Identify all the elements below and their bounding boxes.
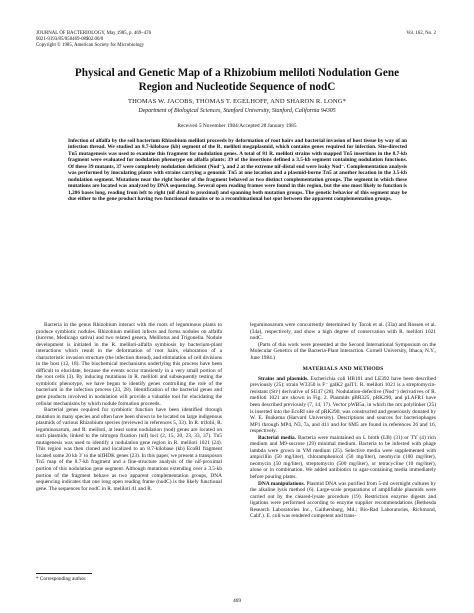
- runin-heading: Strains and plasmids.: [258, 375, 309, 382]
- intro-paragraph-1: Bacteria in the genus Rhizobium interact with the roots of leguminous plants to produce symbiotic nodules. Rhizobium meliloti infects and forms nodules on alfalfa (lucerne, Medicago sativa) and two related genera, Melilotus and Trigonella. Nodule development is initiated in the R. meliloti-alfalfa symbiosis by bacterium-plant interactions which result in the deformation of root hairs, elaboration of a characteristic invasion structure (the infection thread), and stimulation of cell divisions in the host (12, 18). The biochemical mechanisms underlying this process have been difficult to elucidate, because the events occur transiently in a very small portion of the root cells (3). By inducing mutations in R. meliloti and subsequently testing the symbiotic phenotype, we have begun to identify genes controlling the role of the bacterium in the infection process (23, 28). Identification of the bacterial genes and gene products involved in nodulation will provide a valuable tool for elucidating the cellular mechanisms by which nodule formation proceeds.: [36, 322, 222, 407]
- page-number: 469: [232, 598, 242, 604]
- journal-header-left: [36, 31, 151, 49]
- right-column: [250, 322, 436, 520]
- left-column: [36, 322, 222, 492]
- methods-paragraph-strains: [250, 376, 436, 435]
- author-affiliation: Department of Biological Sciences, Stanford University, Stanford, California 94305: [138, 108, 336, 114]
- article-title: [20, 67, 454, 94]
- methods-paragraph-dna: [250, 481, 436, 520]
- journal-citation: JOURNAL OF BACTERIOLOGY, May 1985, p. 469–476: [36, 31, 152, 36]
- received-accepted-dates: Received 5 November 1984/Accepted 28 January 1985: [177, 123, 297, 129]
- copyright-line: Copyright © 1985, American Society for Microbiology: [36, 43, 145, 49]
- journal-code: 0021-9193/85/050469-08$02.00/0: [36, 37, 104, 43]
- author-list: THOMAS W. JACOBS, THOMAS T. EGELHOFF, AND SHARON R. LONG*: [127, 98, 347, 105]
- volume-issue: Vol. 162, No. 2: [406, 31, 436, 36]
- methods-text: Escherichia coli HB101 and LE392 have been described previously (25); strain W3350 is F⁻ galK2 galT1. R. meliloti 1021 is a streptomycin-resistant (Strʳ) derivative of SU47 (28). Nodulation-defective (Nod⁻) derivatives of R. meliloti 1021 are shown in Fig. 2. Plasmids pBR325, pRK290, and pLAFR1 have been described previously (7, 14, 17). Vector pWB5a, in which the nrx.polylinker (25) is inserted into the EcoRI site of pRK290, was constructed and generously donated by W. E. Buikema (Harvard University). Descriptions and sources for bacteriophages MP1 through MP4, N3, 7a, and d11 and for 6M5 are found in references 26 and 16, respectively.: [250, 375, 436, 435]
- section-heading: MATERIALS AND METHODS: [302, 366, 384, 373]
- footnote: * Corresponding author.: [36, 576, 87, 582]
- continued-paragraph: leguminosarum were concurrently determined by Torok et al. (33a) and Rossen et al. (34a), respectively, and show a high degree of conservation with R. meliloti 1021 nodC.: [250, 322, 436, 342]
- runin-heading: DNA manipulations.: [258, 480, 305, 487]
- abstract: Infection of alfalfa by the soil bacterium Rhizobium meliloti proceeds by deformation of root hairs and bacterial invasion of host tissue by way of an infection thread. We studied an 8.7-kilobase (kb) segment of the R. meliloti megaplasmid, which contains genes required for infection. Site-directed Tn5 mutagenesis was used to examine this fragment for nodulation genes. A total of 81 R. meliloti strains with mapped Tn5 insertions in the 8.7-kb fragment were evaluated for nodulation phenotype on alfalfa plants; 39 of the insertions defined a 3.5-kb segment containing nodulation functions. Of these 39 mutants, 37 were completely nodulation deficient (Nod⁻), and 2 at the extreme nif-distal end were leaky Nod⁻. Complementation analysis was performed by inoculating plants with strains carrying a genomic Tn5 at one location and a plasmid-borne Tn5 at another location in the 3.5-kb nodulation segment. Mutations near the right border of the fragment behaved as two distinct complementation groups. The segment in which these mutations are located was analyzed by DNA sequencing. Several open reading frames were found in this region, but the one most likely to function is 1,206 bases long, reading from left to right (nif distal to proximal) and spanning both mutation groups. The genetic behavior of this segment may be due either to the gene product having two functional domains or to a recombinational hot spot between the apparent complementation groups.: [68, 138, 408, 203]
- methods-text: Bacteria were maintained on L broth (LB) (31) or TY (4) rich medium and M9-sucrose (29) minimal medium. Bacteria to be infected with phage lambda were grown in YM medium (25). Selective media were supplemented with ampicillin (50 mg/liter), chloramphenicol (50 mg/liter), neomycin (100 mg/liter), neomycin (50 mg/liter), streptomycin (500 mg/liter), or tetracycline (10 mg/liter), alone or in combination. We added antibiotics to agar-containing media immediately before pouring plates.: [250, 434, 436, 481]
- title-line-1: Physical and Genetic Map of a Rhizobium meliloti Nodulation Gene: [74, 67, 400, 79]
- presentation-note: (Parts of this work were presented at the Second International Symposium on the Molecular Genetics of the Bacteria-Plant Interaction. Cornell University, Ithaca, N.Y., June 1984.): [250, 341, 436, 361]
- runin-heading: Bacterial media.: [258, 434, 296, 441]
- title-line-2: Region and Nucleotide Sequence of nodC: [138, 80, 336, 93]
- methods-text: Plasmid DNA was purified from 5-ml overnight cultures by the alkaline lysis method (6). Large-scale preparations of amplifiable plasmids were carried out by the cleared-lysate procedure (19). Restriction enzyme digests and ligations were performed according to enzyme supplier recommendations (Bethesda Research Laboratories Inc., Gaithersburg, Md.; Bio-Rad Laboratories, Richmond, Calif.). E. coli was rendered competent and trans-: [250, 480, 436, 520]
- footnote-rule: [36, 573, 92, 574]
- intro-paragraph-2: Bacterial genes required for symbiotic function have been identified through mutation in many species and often have been shown to be located on large indigenous plasmids of various Rhizobium species (reviewed in references 5, 33). In R. trifolii, R. leguminosarum, and R. meliloti, at least some nodulation (nod) genes are located on such plasmids, linked to the nitrogen fixation (nif) loci (2, 15, 20, 23, 33, 37). Tn5 mutagenesis was used to identify a nodulation gene region in R. meliloti 1021 (24). This region was then cloned and localized to an 8.7-kilobase (kb) EcoRI fragment located some 20 kb 3′ to the nifHDK genes (23). In this paper, we present a transposon Tn5 map of the 8.7-kb fragment and a fine-structure analysis of the nif-proximal portion of this nodulation gene segment. Although mutations extending over a 3.5-kb portion of the fragment behave as two apparent complementation groups, DNA sequencing indicates that one long open reading frame (nodC) is the likely functional gene. The sequences for nodC in R. meliloti 41 and R.: [36, 407, 222, 492]
- methods-paragraph-media: [250, 435, 436, 481]
